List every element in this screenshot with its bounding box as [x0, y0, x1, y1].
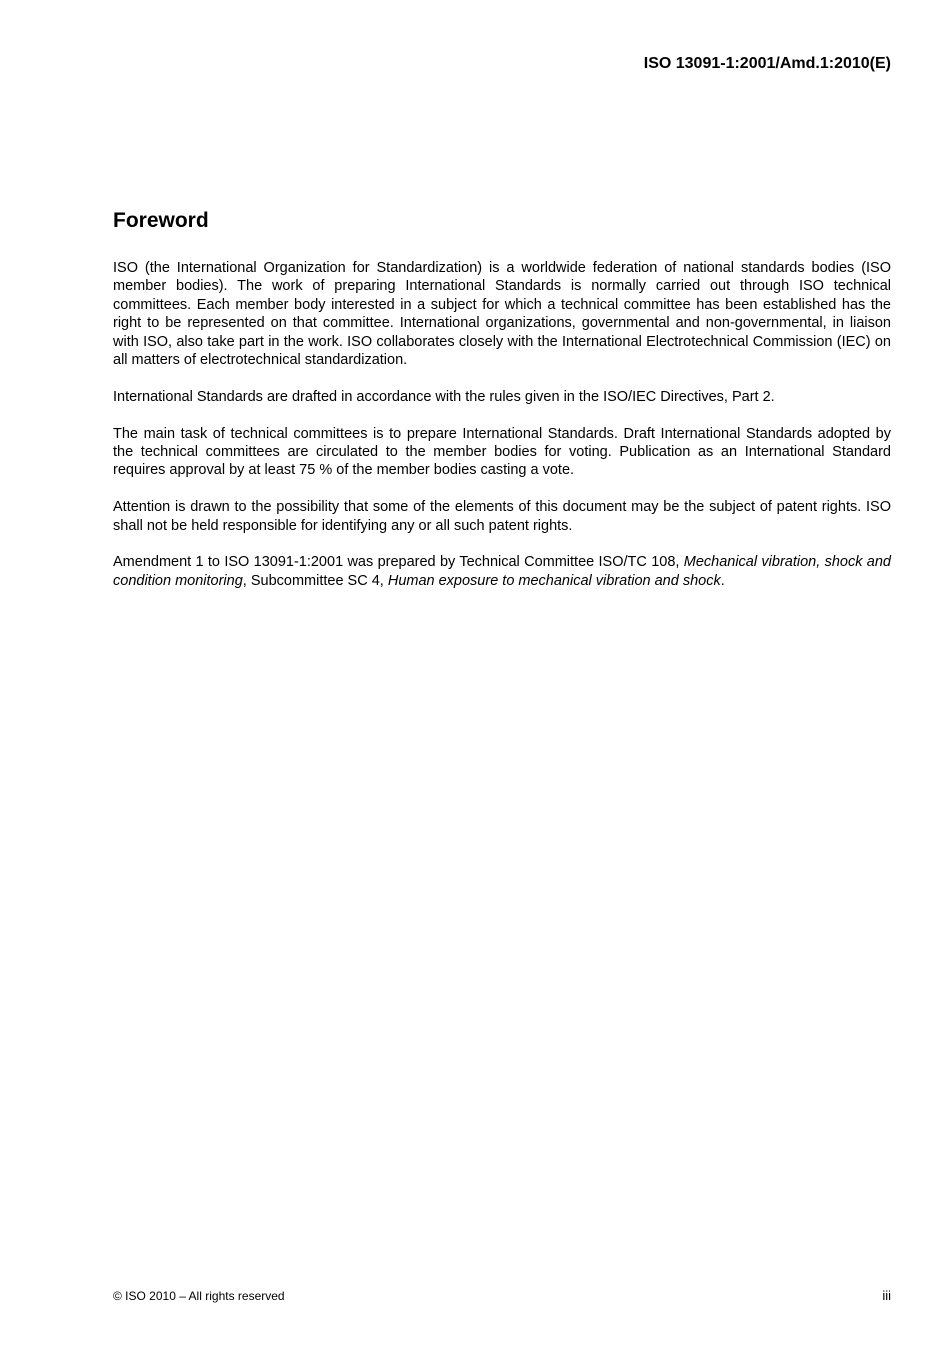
paragraph-4: Attention is drawn to the possibility that some of the elements of this document may be the subject of patent rights. ISO shall not be held responsible for identifying any or all such patent rights.	[113, 499, 891, 534]
paragraph-2: International Standards are drafted in accordance with the rules given in the ISO/IEC Directives, Part 2.	[113, 388, 775, 405]
paragraph-3: The main task of technical committees is to prepare International Standards. Draft International Standards adopted by the technical committees are circulated to the member bodies for voting. Publication as an International Standard requires approval by at least 75 % of the member bodies casting a vote.	[113, 425, 891, 479]
document-id: ISO 13091-1:2001/Amd.1:2010(E)	[643, 55, 891, 72]
copyright-notice: © ISO 2010 – All rights reserved	[113, 1289, 285, 1303]
paragraph-5	[113, 553, 891, 590]
section-title: Foreword	[113, 209, 209, 232]
foreword-body	[113, 259, 891, 609]
subcommittee-title: Human exposure to mechanical vibration and shock	[387, 572, 721, 589]
committee-title: Mechanical vibration, shock and condition monitoring	[113, 554, 891, 589]
page-number: iii	[882, 1288, 891, 1303]
paragraph-5-text-3: .	[720, 572, 725, 589]
paragraph-5-text-1: Amendment 1 to ISO 13091-1:2001 was prepared by Technical Committee ISO/TC 108,	[113, 554, 684, 571]
paragraph-1: ISO (the International Organization for Standardization) is a worldwide federation of national standards bodies (ISO member bodies). The work of preparing International Standards is normally carried out through ISO technical committees. Each member body interested in a subject for which a technical committee has been established has the right to be represented on that committee. International organizations, governmental and non-governmental, in liaison with ISO, also take part in the work. ISO collaborates closely with the International Electrotechnical Commission (IEC) on all matters of electrotechnical standardization.	[113, 260, 891, 369]
paragraph-5-text-2: , Subcommittee SC 4,	[242, 572, 388, 589]
